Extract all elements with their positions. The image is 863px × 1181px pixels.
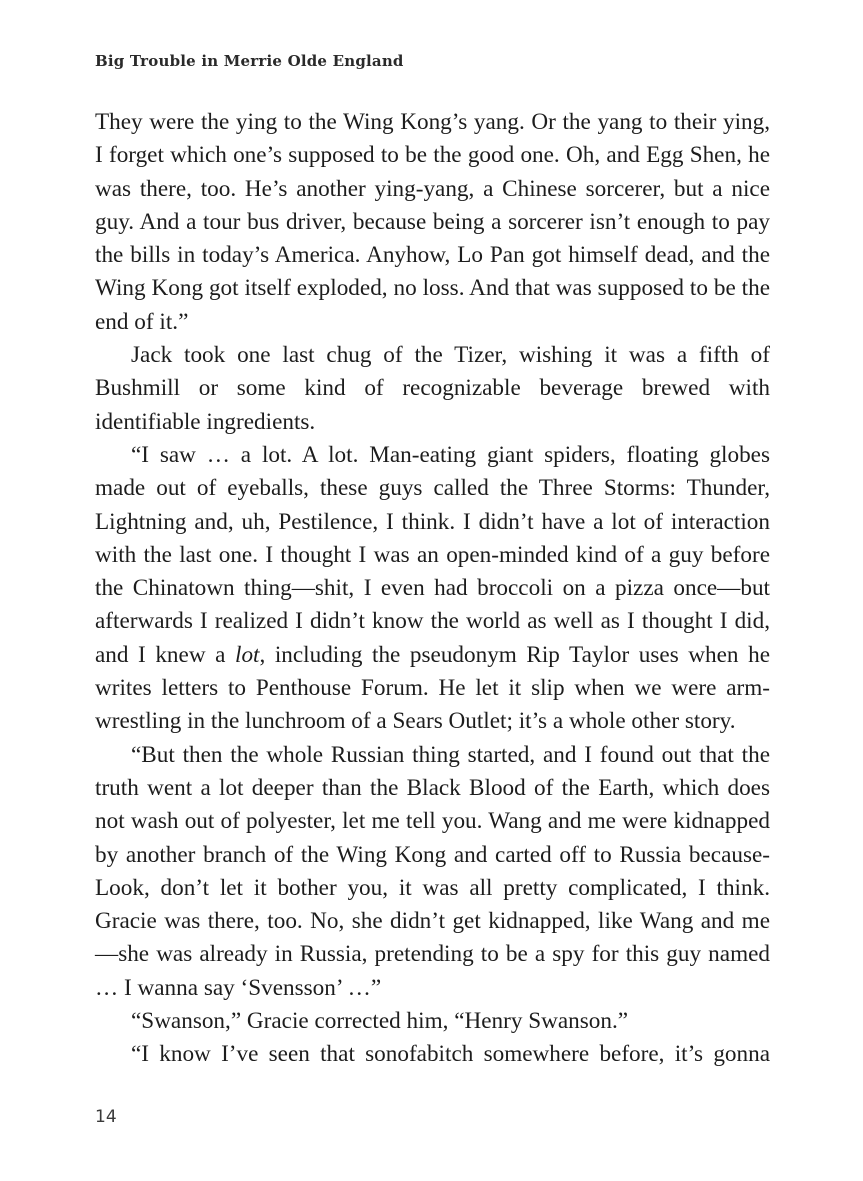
paragraph: “I know I’ve seen that sonofabitch somewhere before, it’s gonna xyxy=(131,1041,770,1068)
paragraph-text: , including the pseudonym Rip Taylor uses when he writes letters to Penthouse Forum. He let it slip when we were arm-wrestling in the lunchroom of a Sears Outlet; it’s a whole other story. xyxy=(95,641,770,735)
paragraph: They were the ying to the Wing Kong’s yang. Or the yang to their ying, I forget which one’s supposed to be the good one. Oh, and Egg Shen, he was there, too. He’s another ying-yang, a Chinese sorcerer, but a nice guy. And a tour bus driver, because being a sorcerer isn’t enough to pay the bills in today’s America. Anyhow, Lo Pan got himself dead, and the Wing Kong got itself exploded, no loss. And that was supposed to be the end of it.” xyxy=(95,109,770,335)
page-number: 14 xyxy=(95,1107,117,1127)
paragraph: “Swanson,” Gracie corrected him, “Henry Swanson.” xyxy=(131,1008,629,1035)
running-head-title: Big Trouble in Merrie Olde England xyxy=(95,52,404,70)
paragraph: Jack took one last chug of the Tizer, wishing it was a fifth of Bushmill or some kind of recognizable beverage brewed with identifiable ingredients. xyxy=(95,342,770,435)
paragraph xyxy=(95,439,770,739)
body-text xyxy=(95,106,770,1072)
paragraph: “But then the whole Russian thing started, and I found out that the truth went a lot deeper than the Black Blood of the Earth, which does not wash out of polyester, let me tell you. Wang and me were kidnapped by another branch of the Wing Kong and carted off to Russia because-Look, don’t let it bother you, it was all pretty complicated, I think. Gracie was there, too. No, she didn’t get kidnapped, like Wang and me—she was already in Russia, pretending to be a spy for this guy named … I wanna say ‘Svensson’ …” xyxy=(95,741,770,1001)
emphasis-text: lot xyxy=(235,641,260,668)
paragraph-text: “I saw … a lot. A lot. Man-eating giant spiders, floating globes made out of eyeballs, these guys called the Three Storms: Thunder, Lightning and, uh, Pestilence, I think. I didn’t have a lot of interaction with the last one. I thought I was an open-minded kind of a guy before the Chinatown thing—shit, I even had broccoli on a pizza once—but afterwards I realized I didn’t know the world as well as I thought I did, and I knew a xyxy=(95,441,770,668)
